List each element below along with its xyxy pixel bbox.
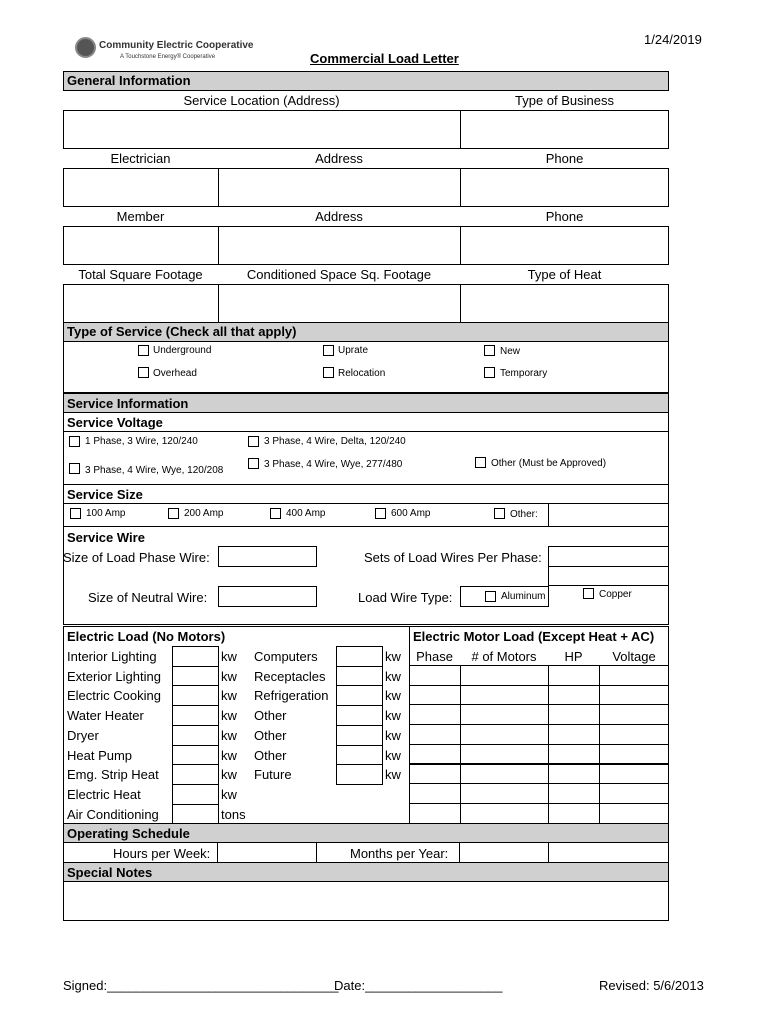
load-item-unit: kw: [221, 688, 237, 704]
type-of-heat-field[interactable]: [460, 284, 669, 323]
motor-load-cell[interactable]: [409, 685, 461, 706]
motor-load-cell[interactable]: [460, 744, 549, 765]
type-of-business-field[interactable]: [460, 110, 669, 149]
load-item-field[interactable]: [172, 685, 219, 706]
motor-load-cell[interactable]: [599, 724, 669, 745]
voltage-other-label: Other (Must be Approved): [491, 458, 607, 469]
size-200-checkbox[interactable]: [168, 508, 179, 519]
voltage-wye208-checkbox[interactable]: [69, 463, 80, 474]
motor-load-cell[interactable]: [460, 704, 549, 725]
wire-extra-field[interactable]: [548, 566, 669, 586]
motor-load-cell[interactable]: [460, 724, 549, 745]
overhead-checkbox[interactable]: [138, 367, 149, 378]
load-item-label: Air Conditioning: [67, 806, 159, 822]
voltage-wye208-label: 3 Phase, 4 Wire, Wye, 120/208: [85, 465, 224, 476]
motor-load-cell[interactable]: [599, 685, 669, 706]
load-item-field[interactable]: [336, 745, 383, 766]
voltage-1ph-checkbox[interactable]: [69, 436, 80, 447]
motor-load-cell[interactable]: [599, 803, 669, 824]
electrician-label: Electrician: [110, 151, 171, 166]
load-item-field[interactable]: [336, 685, 383, 706]
motor-load-cell[interactable]: [548, 783, 600, 804]
service-voltage-heading: Service Voltage: [67, 415, 163, 430]
member-address-field[interactable]: [218, 226, 461, 265]
load-item-unit: tons: [221, 806, 246, 822]
member-phone-field[interactable]: [460, 226, 669, 265]
voltage-1ph-label: 1 Phase, 3 Wire, 120/240: [85, 436, 198, 447]
motor-load-cell[interactable]: [548, 803, 600, 824]
load-item-field[interactable]: [172, 725, 219, 746]
motor-load-cell[interactable]: [460, 665, 549, 686]
load-item-unit: kw: [221, 708, 237, 724]
motor-load-cell[interactable]: [409, 724, 461, 745]
operating-heading: Operating Schedule: [67, 826, 190, 841]
cooperative-logo-icon: [75, 37, 96, 58]
load-item-label: Electric Cooking: [67, 688, 161, 704]
logo-name: Community Electric Cooperative: [99, 40, 254, 51]
document-date: 1/24/2019: [644, 32, 702, 47]
load-item-unit: kw: [385, 668, 401, 684]
motor-load-cell[interactable]: [460, 764, 549, 785]
load-item-unit: kw: [221, 649, 237, 664]
new-label: New: [500, 346, 521, 357]
motor-col-hp: HP: [564, 649, 583, 664]
motor-load-cell[interactable]: [460, 803, 549, 824]
motor-load-cell[interactable]: [599, 665, 669, 686]
operating-extra-field[interactable]: [548, 842, 669, 863]
load-item-field[interactable]: [172, 764, 219, 785]
signed-line[interactable]: Signed:________________________________: [63, 978, 339, 993]
electrician-address-field[interactable]: [218, 168, 461, 207]
neutral-wire-field[interactable]: [218, 586, 317, 607]
uprate-checkbox[interactable]: [323, 345, 334, 356]
motor-load-cell[interactable]: [548, 665, 600, 686]
member-address-label: Address: [315, 209, 363, 224]
service-size-heading: Service Size: [67, 487, 143, 502]
load-item-field[interactable]: [172, 804, 219, 825]
voltage-delta-checkbox[interactable]: [248, 436, 259, 447]
size-400-label: 400 Amp: [286, 508, 326, 519]
underground-label: Underground: [153, 345, 212, 356]
size-other-field[interactable]: [548, 503, 669, 527]
service-location-field[interactable]: [63, 110, 461, 149]
load-item-unit: kw: [385, 708, 401, 724]
load-item-label: Other: [254, 708, 287, 724]
motor-col-count: # of Motors: [471, 649, 537, 664]
temporary-label: Temporary: [500, 368, 548, 379]
electrician-phone-field[interactable]: [460, 168, 669, 207]
temporary-checkbox[interactable]: [484, 367, 495, 378]
load-item-field[interactable]: [336, 646, 383, 667]
size-600-checkbox[interactable]: [375, 508, 386, 519]
motor-load-heading: Electric Motor Load (Except Heat + AC): [413, 629, 655, 644]
conditioned-sq-ft-label: Conditioned Space Sq. Footage: [246, 267, 432, 282]
load-item-unit: kw: [221, 747, 237, 763]
load-item-label: Other: [254, 727, 287, 743]
load-wire-type-label: Load Wire Type:: [358, 590, 453, 605]
months-per-year-label: Months per Year:: [350, 846, 449, 861]
type-of-business-label: Type of Business: [515, 93, 614, 108]
load-item-field[interactable]: [336, 705, 383, 726]
member-phone-label: Phone: [545, 209, 584, 224]
special-notes-band: [63, 862, 669, 882]
motor-load-cell[interactable]: [548, 704, 600, 725]
general-info-heading: General Information: [67, 73, 191, 88]
copper-checkbox[interactable]: [583, 588, 594, 599]
service-type-heading: Type of Service (Check all that apply): [67, 324, 297, 339]
load-item-unit: kw: [385, 747, 401, 763]
motor-load-cell[interactable]: [409, 803, 461, 824]
special-notes-heading: Special Notes: [67, 865, 153, 880]
voltage-wye480-label: 3 Phase, 4 Wire, Wye, 277/480: [264, 459, 403, 470]
overhead-label: Overhead: [153, 368, 197, 379]
service-wire-heading: Service Wire: [67, 530, 145, 545]
date-line[interactable]: Date:___________________: [334, 978, 503, 993]
motor-load-cell[interactable]: [599, 744, 669, 765]
document-title: Commercial Load Letter: [310, 51, 459, 66]
electrician-phone-label: Phone: [545, 151, 584, 166]
load-phase-wire-label: Size of Load Phase Wire:: [63, 550, 210, 565]
new-checkbox[interactable]: [484, 345, 495, 356]
load-item-unit: kw: [385, 767, 401, 783]
size-100-checkbox[interactable]: [70, 508, 81, 519]
neutral-wire-label: Size of Neutral Wire:: [88, 590, 208, 605]
months-per-year-field[interactable]: [459, 842, 549, 863]
motor-load-cell[interactable]: [548, 744, 600, 765]
size-other-checkbox[interactable]: [494, 508, 505, 519]
motor-load-cell[interactable]: [409, 764, 461, 785]
electric-load-heading: Electric Load (No Motors): [67, 629, 226, 644]
load-item-unit: kw: [221, 786, 237, 802]
motor-col-voltage: Voltage: [612, 649, 656, 664]
motor-load-cell[interactable]: [460, 783, 549, 804]
member-field[interactable]: [63, 226, 219, 265]
underground-checkbox[interactable]: [138, 345, 149, 356]
uprate-label: Uprate: [338, 345, 369, 356]
load-item-label: Emg. Strip Heat: [67, 767, 159, 783]
total-sq-ft-field[interactable]: [63, 284, 219, 323]
motor-load-cell[interactable]: [460, 685, 549, 706]
sets-per-phase-field[interactable]: [548, 546, 669, 567]
load-item-unit: kw: [385, 688, 401, 704]
motor-load-cell[interactable]: [548, 724, 600, 745]
load-item-label: Future: [254, 767, 292, 783]
load-item-label: Computers: [254, 649, 318, 664]
load-item-label: Refrigeration: [254, 688, 329, 704]
motor-load-cell[interactable]: [548, 685, 600, 706]
load-item-field[interactable]: [172, 784, 219, 805]
aluminum-checkbox[interactable]: [485, 591, 496, 602]
motor-load-cell[interactable]: [409, 783, 461, 804]
motor-load-cell[interactable]: [548, 764, 600, 785]
load-item-label: Water Heater: [67, 708, 144, 724]
load-item-label: Receptacles: [254, 668, 326, 684]
load-item-field[interactable]: [336, 764, 383, 785]
motor-load-cell[interactable]: [599, 764, 669, 785]
size-400-checkbox[interactable]: [270, 508, 281, 519]
voltage-other-checkbox[interactable]: [475, 457, 486, 468]
copper-label: Copper: [599, 589, 632, 600]
voltage-wye480-checkbox[interactable]: [248, 458, 259, 469]
electrician-address-label: Address: [315, 151, 363, 166]
load-item-unit: kw: [385, 727, 401, 743]
relocation-checkbox[interactable]: [323, 367, 334, 378]
type-of-heat-label: Type of Heat: [527, 267, 602, 282]
size-200-label: 200 Amp: [184, 508, 224, 519]
hours-per-week-label: Hours per Week:: [113, 846, 211, 861]
conditioned-sq-ft-field[interactable]: [218, 284, 461, 323]
size-600-label: 600 Amp: [391, 508, 431, 519]
voltage-delta-label: 3 Phase, 4 Wire, Delta, 120/240: [264, 436, 406, 447]
load-item-label: Electric Heat: [67, 786, 141, 802]
electrician-field[interactable]: [63, 168, 219, 207]
load-item-unit: kw: [221, 668, 237, 684]
load-item-label: Dryer: [67, 727, 99, 743]
load-item-label: Interior Lighting: [67, 649, 157, 664]
load-item-field[interactable]: [172, 646, 219, 667]
load-item-label: Heat Pump: [67, 747, 133, 763]
load-item-field[interactable]: [336, 666, 383, 687]
size-100-label: 100 Amp: [86, 508, 126, 519]
load-item-label: Other: [254, 747, 287, 763]
motor-load-cell[interactable]: [409, 665, 461, 686]
load-item-unit: kw: [221, 727, 237, 743]
load-item-field[interactable]: [172, 705, 219, 726]
total-sq-ft-label: Total Square Footage: [78, 267, 203, 282]
load-item-field[interactable]: [172, 666, 219, 687]
motor-load-cell[interactable]: [599, 704, 669, 725]
size-other-label: Other:: [510, 509, 538, 520]
load-phase-wire-field[interactable]: [218, 546, 317, 567]
load-item-label: Exterior Lighting: [67, 668, 161, 684]
load-item-field[interactable]: [336, 725, 383, 746]
load-item-unit: kw: [221, 767, 237, 783]
motor-load-cell[interactable]: [409, 704, 461, 725]
special-notes-field[interactable]: [63, 881, 669, 921]
load-item-field[interactable]: [172, 745, 219, 766]
load-item-unit: kw: [385, 649, 401, 664]
service-info-heading: Service Information: [67, 396, 189, 411]
logo-tagline: A Touchstone Energy® Cooperative: [120, 54, 216, 60]
relocation-label: Relocation: [338, 368, 386, 379]
hours-per-week-field[interactable]: [217, 842, 317, 863]
motor-load-cell[interactable]: [599, 783, 669, 804]
aluminum-label: Aluminum: [501, 591, 546, 602]
revised-date: Revised: 5/6/2013: [599, 978, 704, 993]
service-location-label: Service Location (Address): [183, 93, 340, 108]
motor-col-phase: Phase: [416, 649, 453, 664]
member-label: Member: [116, 209, 165, 224]
motor-load-cell[interactable]: [409, 744, 461, 765]
sets-per-phase-label: Sets of Load Wires Per Phase:: [364, 550, 542, 565]
